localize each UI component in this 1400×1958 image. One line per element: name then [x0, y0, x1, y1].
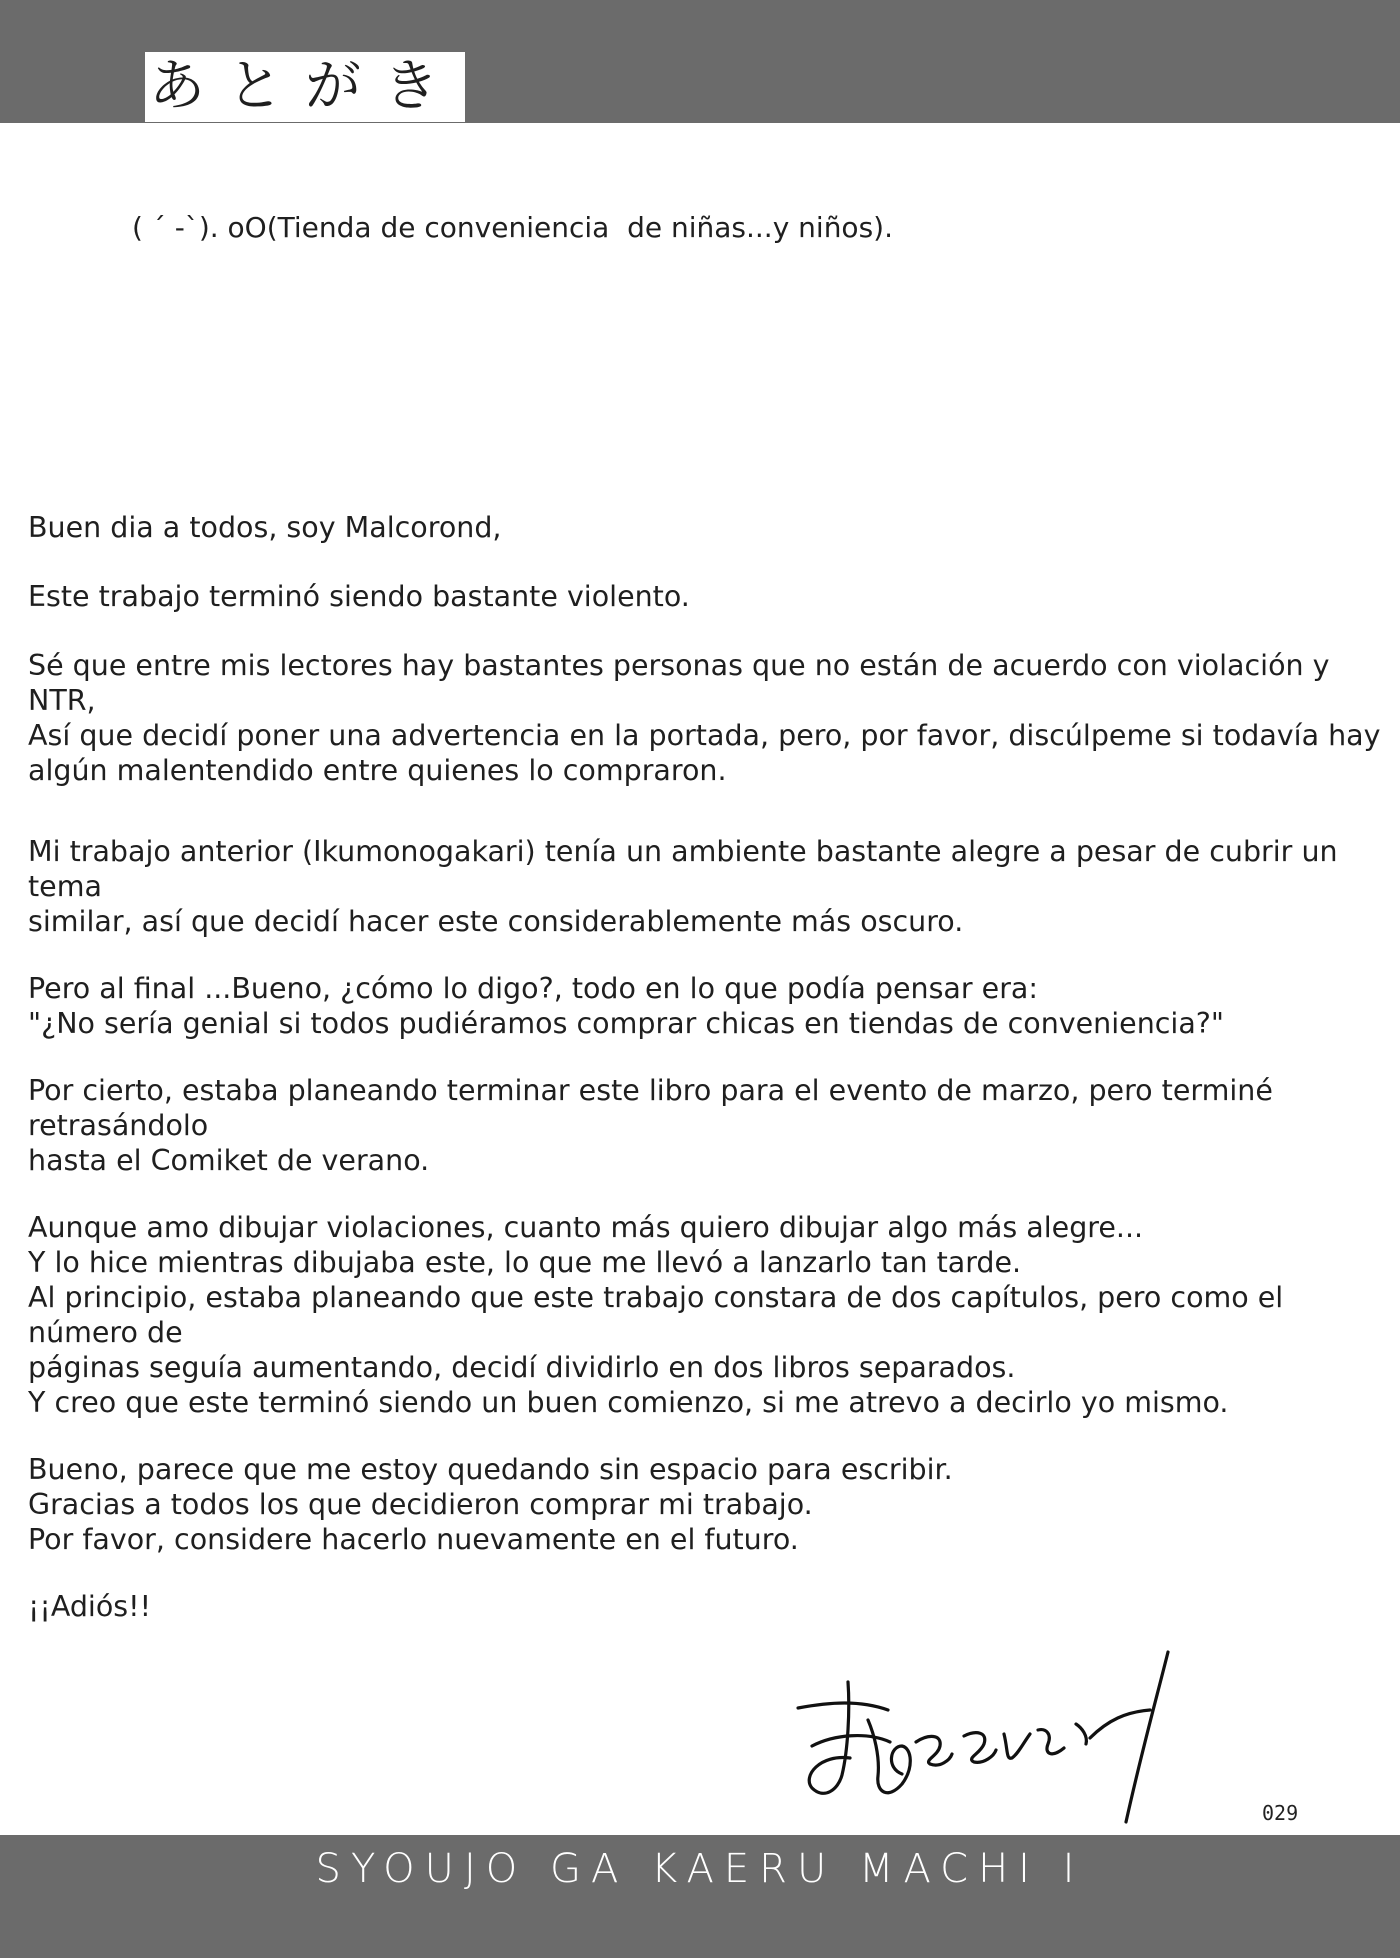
- handwritten-signature: [790, 1650, 1190, 1825]
- page-title: あとがき: [145, 52, 465, 122]
- comiket-paragraph: Por cierto, estaba planeando terminar este libro para el evento de marzo, pero terminé retrasándolo hasta el Comiket de verano.: [28, 1074, 1273, 1177]
- warning-paragraph: Sé que entre mis lectores hay bastantes personas que no están de acuerdo con violación y NTR, Así que decidí poner una advertencia en la portada, pero, por favor, discúlpeme si todavía hay algún malentendido entre quienes lo compraron.: [28, 649, 1381, 787]
- afterword-letter: [28, 510, 1393, 1624]
- convenience-store-paragraph: Pero al final ...Bueno, ¿cómo lo digo?, todo en lo que podía pensar era: "¿No sería genial si todos pudiéramos comprar chicas en tiendas de conveniencia?": [28, 972, 1225, 1040]
- kaomoji-line: ( ´ -`). oO(Tienda de conveniencia de niñas...y niños).: [132, 211, 893, 244]
- greeting-paragraph: Buen dia a todos, soy Malcorond,: [28, 511, 502, 544]
- thanks-paragraph: Bueno, parece que me estoy quedando sin espacio para escribir. Gracias a todos los que decidieron comprar mi trabajo. Por favor, considere hacerlo nuevamente en el futuro.: [28, 1453, 953, 1556]
- goodbye-paragraph: ¡¡Adiós!!: [28, 1590, 151, 1623]
- chapters-paragraph: Aunque amo dibujar violaciones, cuanto más quiero dibujar algo más alegre... Y lo hice mientras dibujaba este, lo que me llevó a lanzarlo tan tarde. Al principio, estaba planeando que este trabajo constara de dos capítulos, pero como el número de páginas seguía aumentando, decidí dividirlo en dos libros separados. Y creo que este terminó siendo un buen comienzo, si me atrevo a decirlo yo mismo.: [28, 1211, 1284, 1419]
- page-number: 029: [1262, 1801, 1299, 1825]
- violence-paragraph: Este trabajo terminó siendo bastante violento.: [28, 580, 690, 613]
- previous-work-paragraph: Mi trabajo anterior (Ikumonogakari) tenía un ambiente bastante alegre a pesar de cubrir un tema similar, así que decidí hacer este considerablemente más oscuro.: [28, 835, 1338, 938]
- book-title: SYOUJO GA KAERU MACHI I: [315, 1846, 1085, 1892]
